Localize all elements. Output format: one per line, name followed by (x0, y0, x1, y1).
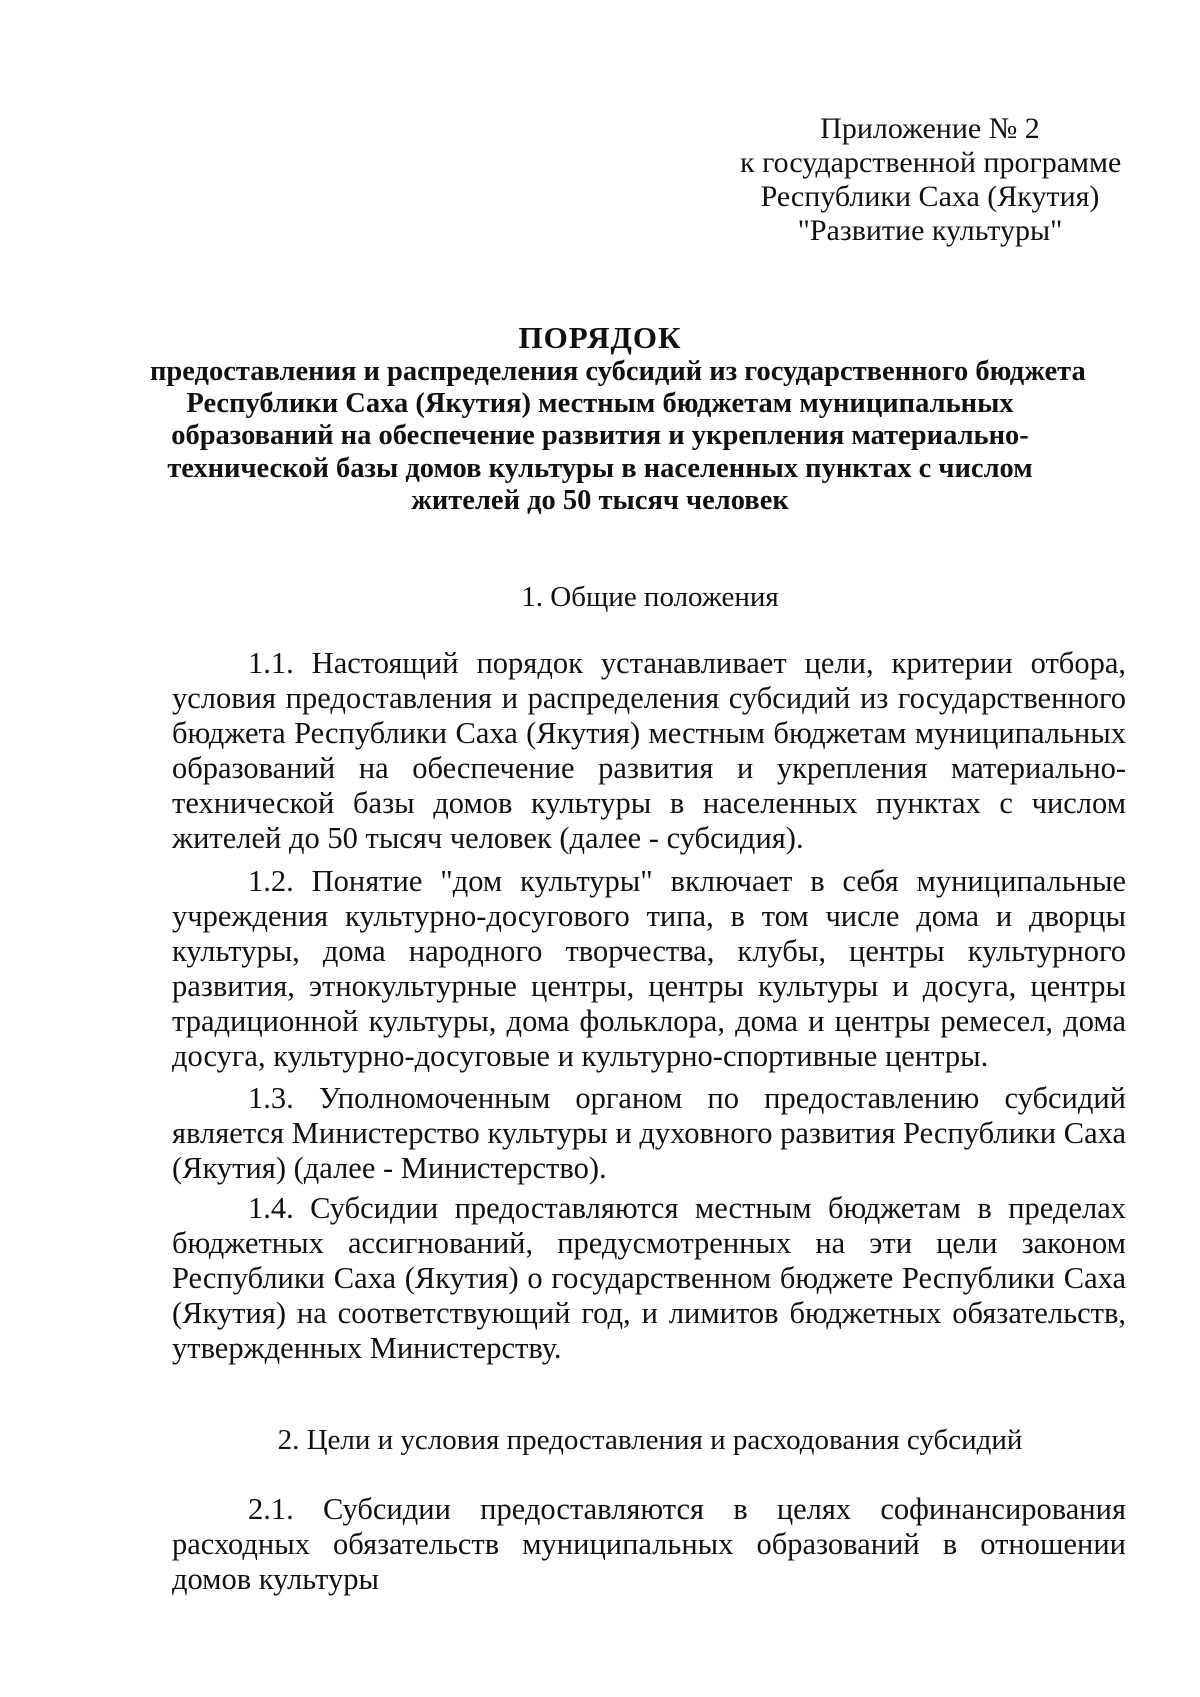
subtitle-line: технической базы домов культуры в населенных пунктах с числом (167, 452, 1033, 484)
appendix-line: к государственной программе (740, 146, 1122, 179)
subtitle-line: жителей до 50 тысяч человек (411, 484, 789, 516)
subtitle-line: предоставления и распределения субсидий из государственного бюджета (150, 356, 1086, 387)
document-title: ПОРЯДОК (518, 320, 682, 355)
appendix-note (740, 112, 1120, 248)
subtitle-line: образований на обеспечение развития и укрепления материально- (171, 420, 1029, 452)
paragraph-1-2: 1.2. Понятие "дом культуры" включает в себя муниципальные учреждения культурно-досугового типа, в том числе дома и дворцы культуры, дома народного творчества, клубы, центры культурного развития, этнокультурные центры, центры культуры и досуга, центры традиционной культуры, дома фольклора, дома и центры ремесел, дома досуга, культурно-досуговые и культурно-спортивные центры. (172, 864, 1126, 1074)
paragraph-1-3: 1.3. Уполномоченным органом по предоставлению субсидий является Министерство культуры и духовного развития Республики Саха (Якутия) (далее - Министерство). (172, 1081, 1126, 1186)
appendix-line: Приложение № 2 (820, 112, 1040, 145)
document-subtitle (150, 356, 1086, 517)
section-heading-general: 1. Общие положения (521, 581, 779, 613)
paragraph-1-4: 1.4. Субсидии предоставляются местным бюджетам в пределах бюджетных ассигнований, предусмотренных на эти цели законом Республики Саха (Якутия) о государственном бюджете Республики Саха (Якутия) на соответствующий год, и лимитов бюджетных обязательств, утвержденных Министерству. (172, 1191, 1126, 1366)
paragraph-2-1: 2.1. Субсидии предоставляются в целях софинансирования расходных обязательств муниципальных образований в отношении домов культуры (172, 1492, 1126, 1597)
appendix-line: "Развитие культуры" (797, 214, 1063, 247)
subtitle-line: Республики Саха (Якутия) местным бюджетам муниципальных (186, 388, 1014, 420)
section-heading-goals: 2. Цели и условия предоставления и расходования субсидий (277, 1424, 1023, 1456)
appendix-line: Республики Саха (Якутия) (760, 180, 1100, 213)
document-title-block (150, 320, 1086, 517)
paragraph-1-1: 1.1. Настоящий порядок устанавливает цели, критерии отбора, условия предоставления и распределения субсидий из государственного бюджета Республики Саха (Якутия) местным бюджетам муниципальных образований на обеспечение развития и укрепления материально-технической базы домов культуры в населенных пунктах с числом жителей до 50 тысяч человек (далее - субсидия). (172, 646, 1126, 856)
